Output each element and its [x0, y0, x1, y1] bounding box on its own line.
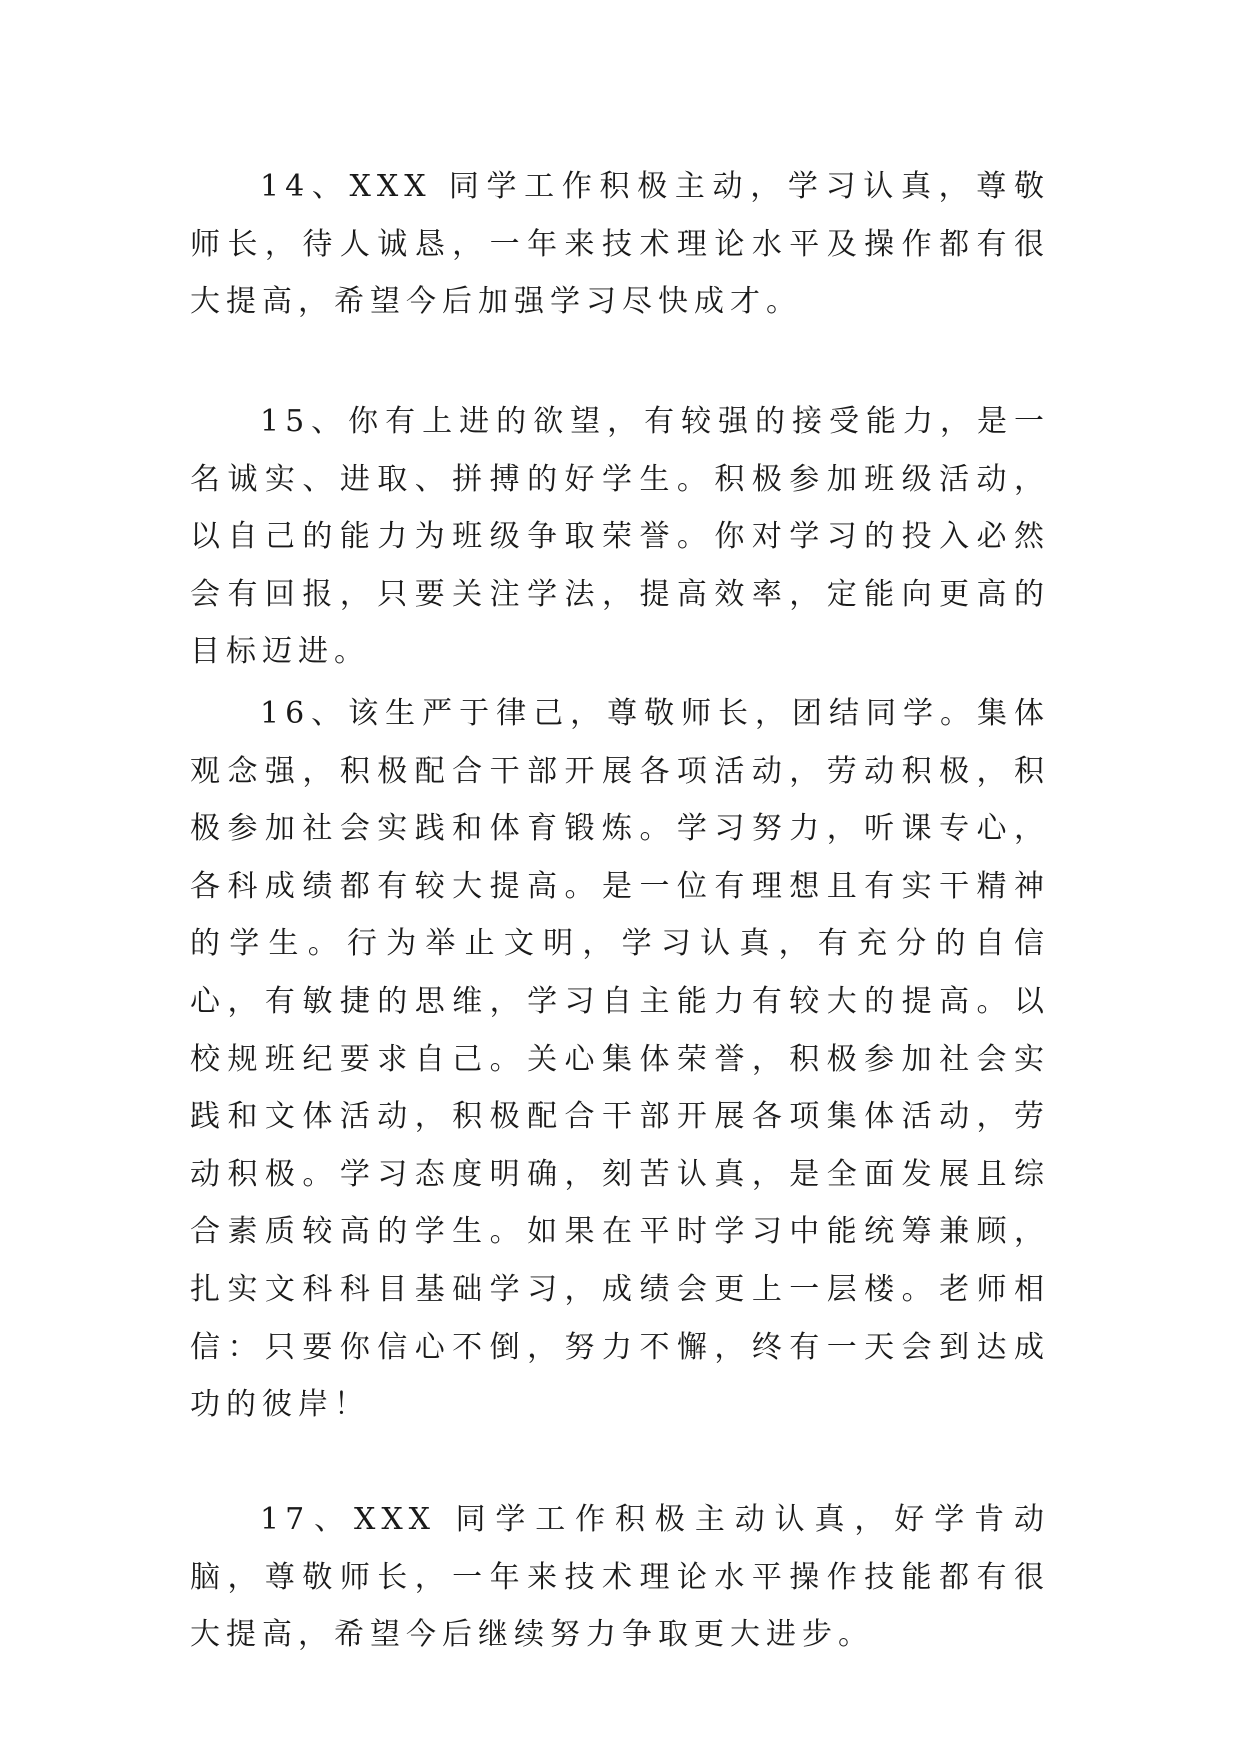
comment-paragraph-14: 14、XXX 同学工作积极主动，学习认真，尊敬师长，待人诚恳，一年来技术理论水平及操作都有很大提高，希望今后加强学习尽快成才。	[190, 169, 1050, 320]
comment-paragraph-17: 17、XXX 同学工作积极主动认真，好学肯动脑，尊敬师长，一年来技术理论水平操作技能都有很大提高，希望今后继续努力争取更大进步。	[190, 1502, 1050, 1653]
comment-paragraph-15: 15、你有上进的欲望，有较强的接受能力，是一名诚实、进取、拼搏的好学生。积极参加班级活动，以自己的能力为班级争取荣誉。你对学习的投入必然会有回报，只要关注学法，提高效率，定能向更高的目标迈进。	[190, 404, 1050, 670]
comment-paragraph-16: 16、该生严于律己，尊敬师长，团结同学。集体观念强，积极配合干部开展各项活动，劳动积极，积极参加社会实践和体育锻炼。学习努力，听课专心，各科成绩都有较大提高。是一位有理想且有实干精神的学生。行为举止文明，学习认真，有充分的自信心，有敏捷的思维，学习自主能力有较大的提高。以校规班纪要求自己。关心集体荣誉，积极参加社会实践和文体活动，积极配合干部开展各项集体活动，劳动积极。学习态度明确，刻苦认真，是全面发展且综合素质较高的学生。如果在平时学习中能统筹兼顾，扎实文科科目基础学习，成绩会更上一层楼。老师相信：只要你信心不倒，努力不懈，终有一天会到达成功的彼岸！	[190, 696, 1050, 1423]
